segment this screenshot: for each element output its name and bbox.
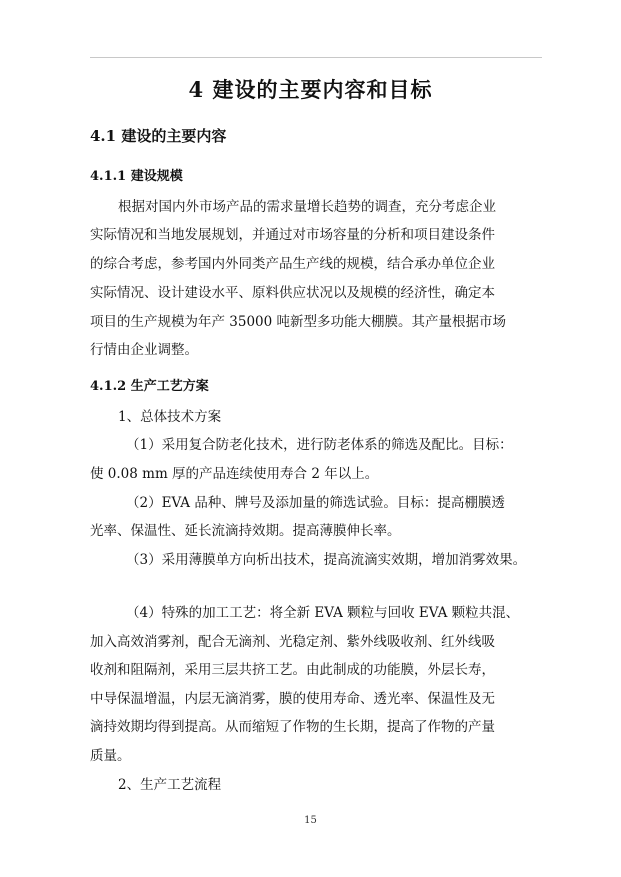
paragraph-line: 使 0.08 mm 厚的产品连续使用寿合 2 年以上。: [90, 466, 379, 482]
paragraph-line: 质量。: [90, 748, 131, 764]
paragraph-line: （2）EVA 品种、牌号及添加量的筛选试验。目标：提高棚膜透: [126, 495, 505, 511]
paragraph-line: 滴持效期均得到提高。从而缩短了作物的生长期，提高了作物的产量: [90, 719, 495, 735]
paragraph-line: 实际情况和当地发展规划，并通过对市场容量的分析和项目建设条件: [90, 227, 495, 243]
subsection-title-process: 4.1.2 生产工艺方案: [90, 379, 209, 394]
paragraph-line: 实际情况、设计建设水平、原料供应状况以及规模的经济性，确定本: [90, 285, 495, 301]
header-rule: [90, 57, 542, 58]
paragraph-line: （4）特殊的加工工艺：将全新 EVA 颗粒与回收 EVA 颗粒共混、: [126, 605, 520, 621]
paragraph-line: （1）采用复合防老化技术，进行防老体系的筛选及配比。目标：: [126, 437, 513, 453]
paragraph-line: 光率、保温性、延长流滴持效期。提高薄膜伸长率。: [90, 523, 401, 539]
paragraph-line: 中导保温增温，内层无滴消雾，膜的使用寿命、透光率、保温性及无: [90, 691, 495, 707]
paragraph-line: （3）采用薄膜单方向析出技术，提高流滴实效期，增加消雾效果。: [126, 552, 527, 568]
paragraph-line: 行情由企业调整。: [90, 342, 198, 358]
paragraph-line: 的综合考虑，参考国内外同类产品生产线的规模，结合承办单位企业: [90, 256, 495, 272]
paragraph-line: 收剂和阻隔剂，采用三层共挤工艺。由此制成的功能膜，外层长寿，: [90, 662, 495, 678]
paragraph-line: 根据对国内外市场产品的需求量增长趋势的调查，充分考虑企业: [118, 199, 496, 215]
paragraph-line: 加入高效消雾剂，配合无滴剂、光稳定剂、紫外线吸收剂、红外线吸: [90, 634, 495, 650]
list-item-heading: 1、总体技术方案: [118, 409, 222, 425]
page-number: 15: [304, 815, 317, 826]
paragraph-line: 项目的生产规模为年产 35000 吨新型多功能大棚膜。其产量根据市场: [90, 314, 507, 330]
section-title: 4.1 建设的主要内容: [90, 127, 227, 145]
chapter-title: 4 建设的主要内容和目标: [188, 77, 433, 102]
subsection-title-scale: 4.1.1 建设规模: [90, 169, 183, 184]
list-item-heading: 2、生产工艺流程: [118, 777, 222, 793]
